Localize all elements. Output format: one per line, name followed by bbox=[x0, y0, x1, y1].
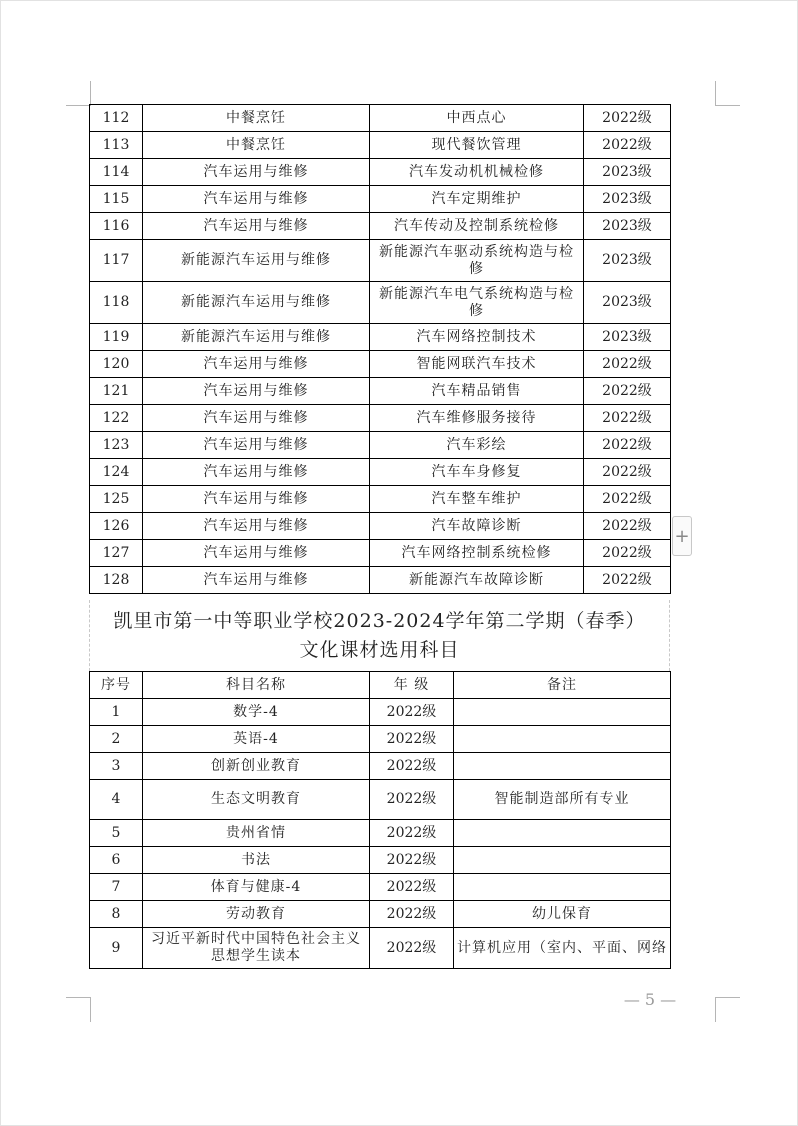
subject-name: 新能源汽车驱动系统构造与检修 bbox=[370, 240, 584, 282]
major-name: 汽车运用与维修 bbox=[143, 540, 370, 567]
corner-mark-bottom-left bbox=[66, 997, 91, 1022]
major-name: 汽车运用与维修 bbox=[143, 567, 370, 594]
subject-name: 现代餐饮管理 bbox=[370, 132, 584, 159]
row-number: 115 bbox=[90, 186, 143, 213]
table-row bbox=[90, 726, 671, 753]
table-row bbox=[90, 567, 671, 594]
table-row bbox=[90, 820, 671, 847]
table-row bbox=[90, 324, 671, 351]
table-row bbox=[90, 159, 671, 186]
grade: 2022级 bbox=[584, 513, 671, 540]
table-row bbox=[90, 780, 671, 820]
table-row bbox=[90, 186, 671, 213]
subject-name: 数学-4 bbox=[143, 699, 370, 726]
major-name: 汽车运用与维修 bbox=[143, 213, 370, 240]
row-number: 117 bbox=[90, 240, 143, 282]
grade: 2022级 bbox=[584, 132, 671, 159]
row-number: 126 bbox=[90, 513, 143, 540]
table-row bbox=[90, 282, 671, 324]
subject-name: 智能网联汽车技术 bbox=[370, 351, 584, 378]
grade: 2022级 bbox=[370, 753, 454, 780]
table-row bbox=[90, 405, 671, 432]
header-subject-name: 科目名称 bbox=[143, 672, 370, 699]
grade: 2023级 bbox=[584, 159, 671, 186]
table-row bbox=[90, 486, 671, 513]
table-row bbox=[90, 699, 671, 726]
table-row bbox=[90, 105, 671, 132]
row-number: 127 bbox=[90, 540, 143, 567]
major-name: 汽车运用与维修 bbox=[143, 405, 370, 432]
grade: 2022级 bbox=[370, 901, 454, 928]
major-subject-table bbox=[89, 104, 671, 594]
subject-name: 创新创业教育 bbox=[143, 753, 370, 780]
row-number: 119 bbox=[90, 324, 143, 351]
grade: 2022级 bbox=[584, 486, 671, 513]
grade: 2022级 bbox=[584, 540, 671, 567]
row-number: 124 bbox=[90, 459, 143, 486]
grade: 2023级 bbox=[584, 213, 671, 240]
grade: 2022级 bbox=[370, 928, 454, 969]
subject-name: 汽车精品销售 bbox=[370, 378, 584, 405]
header-note: 备注 bbox=[454, 672, 671, 699]
row-number: 120 bbox=[90, 351, 143, 378]
row-number: 125 bbox=[90, 486, 143, 513]
major-name: 汽车运用与维修 bbox=[143, 513, 370, 540]
major-name: 新能源汽车运用与维修 bbox=[143, 324, 370, 351]
subject-name: 汽车发动机机械检修 bbox=[370, 159, 584, 186]
table-row bbox=[90, 901, 671, 928]
note bbox=[454, 699, 671, 726]
row-number: 7 bbox=[90, 874, 143, 901]
grade: 2022级 bbox=[370, 726, 454, 753]
table-row bbox=[90, 540, 671, 567]
grade: 2022级 bbox=[584, 105, 671, 132]
subject-name: 习近平新时代中国特色社会主义思想学生读本 bbox=[143, 928, 370, 969]
note: 幼儿保育 bbox=[454, 901, 671, 928]
grade: 2022级 bbox=[584, 351, 671, 378]
grade: 2022级 bbox=[370, 780, 454, 820]
subject-name: 汽车定期维护 bbox=[370, 186, 584, 213]
subject-name: 汽车传动及控制系统检修 bbox=[370, 213, 584, 240]
major-name: 中餐烹饪 bbox=[143, 132, 370, 159]
table-row bbox=[90, 378, 671, 405]
note: 智能制造部所有专业 bbox=[454, 780, 671, 820]
subject-name: 书法 bbox=[143, 847, 370, 874]
row-number: 114 bbox=[90, 159, 143, 186]
row-number: 121 bbox=[90, 378, 143, 405]
table-row bbox=[90, 351, 671, 378]
table-row bbox=[90, 513, 671, 540]
major-name: 汽车运用与维修 bbox=[143, 159, 370, 186]
table-row bbox=[90, 240, 671, 282]
subject-name: 汽车故障诊断 bbox=[370, 513, 584, 540]
subject-name: 英语-4 bbox=[143, 726, 370, 753]
major-name: 中餐烹饪 bbox=[143, 105, 370, 132]
major-name: 新能源汽车运用与维修 bbox=[143, 240, 370, 282]
row-number: 113 bbox=[90, 132, 143, 159]
subject-name: 汽车网络控制系统检修 bbox=[370, 540, 584, 567]
major-name: 新能源汽车运用与维修 bbox=[143, 282, 370, 324]
table-row bbox=[90, 847, 671, 874]
row-number: 118 bbox=[90, 282, 143, 324]
corner-mark-bottom-right bbox=[715, 997, 740, 1022]
grade: 2022级 bbox=[370, 820, 454, 847]
culture-subject-table bbox=[89, 671, 671, 969]
header-no: 序号 bbox=[90, 672, 143, 699]
subject-name: 劳动教育 bbox=[143, 901, 370, 928]
grade: 2022级 bbox=[370, 847, 454, 874]
grade: 2023级 bbox=[584, 324, 671, 351]
plus-icon: + bbox=[674, 525, 690, 547]
subject-name: 汽车维修服务接待 bbox=[370, 405, 584, 432]
row-number: 5 bbox=[90, 820, 143, 847]
grade: 2022级 bbox=[584, 567, 671, 594]
subject-name: 汽车车身修复 bbox=[370, 459, 584, 486]
row-number: 6 bbox=[90, 847, 143, 874]
note: 计算机应用（室内、平面、网络 bbox=[454, 928, 671, 969]
subject-table-header-row bbox=[90, 672, 671, 699]
table-row bbox=[90, 213, 671, 240]
row-number: 122 bbox=[90, 405, 143, 432]
table-row bbox=[90, 132, 671, 159]
note bbox=[454, 874, 671, 901]
grade: 2023级 bbox=[584, 240, 671, 282]
subject-name: 汽车整车维护 bbox=[370, 486, 584, 513]
subject-name: 体育与健康-4 bbox=[143, 874, 370, 901]
grade: 2023级 bbox=[584, 186, 671, 213]
grade: 2022级 bbox=[584, 405, 671, 432]
add-button[interactable] bbox=[672, 516, 692, 556]
subject-name: 生态文明教育 bbox=[143, 780, 370, 820]
row-number: 123 bbox=[90, 432, 143, 459]
section-title-line-2: 文化课材选用科目 bbox=[299, 639, 460, 661]
table-row bbox=[90, 874, 671, 901]
grade: 2022级 bbox=[584, 378, 671, 405]
table-row bbox=[90, 459, 671, 486]
row-number: 3 bbox=[90, 753, 143, 780]
row-number: 9 bbox=[90, 928, 143, 969]
subject-name: 汽车网络控制技术 bbox=[370, 324, 584, 351]
major-name: 汽车运用与维修 bbox=[143, 351, 370, 378]
header-grade: 年 级 bbox=[370, 672, 454, 699]
subject-name: 中西点心 bbox=[370, 105, 584, 132]
corner-mark-top-right bbox=[715, 81, 740, 106]
major-name: 汽车运用与维修 bbox=[143, 186, 370, 213]
grade: 2022级 bbox=[370, 699, 454, 726]
grade: 2022级 bbox=[584, 459, 671, 486]
row-number: 2 bbox=[90, 726, 143, 753]
section-title bbox=[89, 607, 670, 665]
note bbox=[454, 847, 671, 874]
page-number: — 5 — bbox=[623, 990, 677, 1009]
row-number: 8 bbox=[90, 901, 143, 928]
table-row bbox=[90, 753, 671, 780]
row-number: 4 bbox=[90, 780, 143, 820]
row-number: 112 bbox=[90, 105, 143, 132]
row-number: 128 bbox=[90, 567, 143, 594]
major-name: 汽车运用与维修 bbox=[143, 459, 370, 486]
row-number: 116 bbox=[90, 213, 143, 240]
table-row bbox=[90, 928, 671, 969]
table-row bbox=[90, 432, 671, 459]
note bbox=[454, 726, 671, 753]
major-name: 汽车运用与维修 bbox=[143, 432, 370, 459]
subject-name: 新能源汽车电气系统构造与检修 bbox=[370, 282, 584, 324]
grade: 2023级 bbox=[584, 282, 671, 324]
note bbox=[454, 820, 671, 847]
grade: 2022级 bbox=[370, 874, 454, 901]
subject-name: 贵州省情 bbox=[143, 820, 370, 847]
major-name: 汽车运用与维修 bbox=[143, 486, 370, 513]
major-name: 汽车运用与维修 bbox=[143, 378, 370, 405]
subject-name: 新能源汽车故障诊断 bbox=[370, 567, 584, 594]
grade: 2022级 bbox=[584, 432, 671, 459]
row-number: 1 bbox=[90, 699, 143, 726]
note bbox=[454, 753, 671, 780]
section-title-line-1: 凯里市第一中等职业学校2023-2024学年第二学期（春季） bbox=[113, 610, 646, 632]
subject-name: 汽车彩绘 bbox=[370, 432, 584, 459]
corner-mark-top-left bbox=[66, 81, 91, 106]
